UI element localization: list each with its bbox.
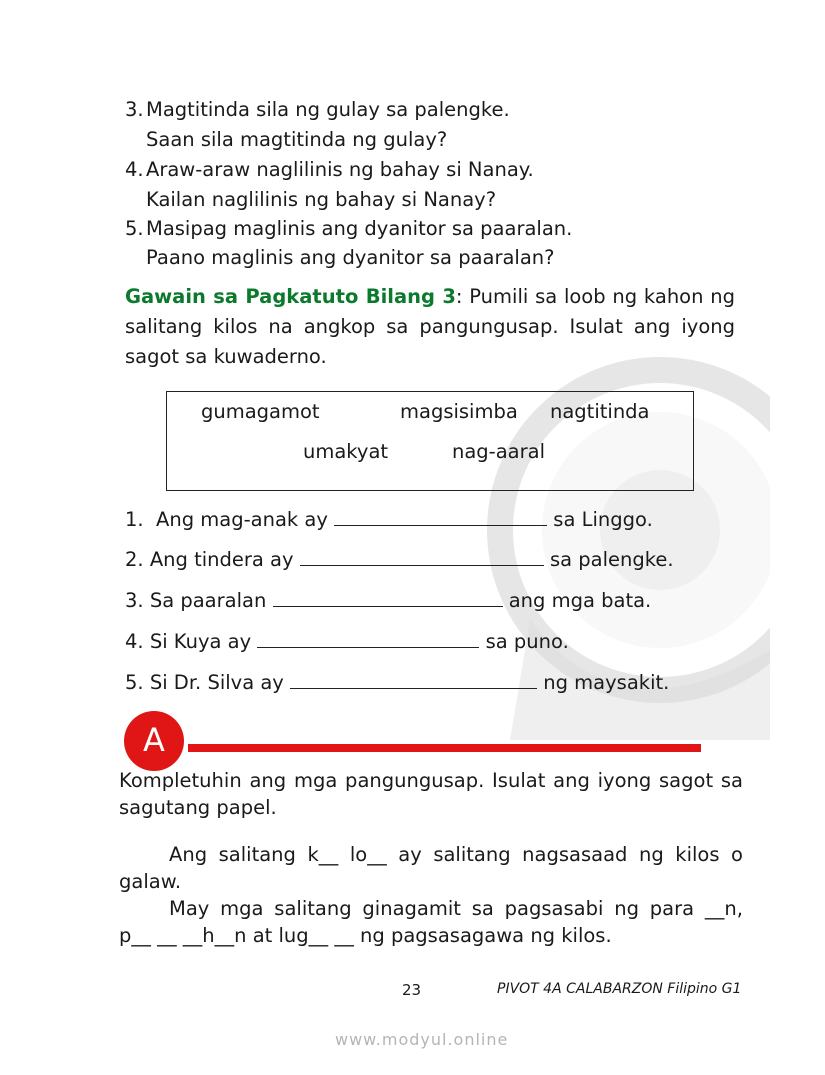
question-4-statement: 4. Araw-araw naglilinis ng bahay si Nanay.	[125, 158, 534, 181]
question-3-statement: 3. Magtitinda sila ng gulay sa palengke.	[125, 98, 510, 121]
gawain-title: Gawain sa Pagkatuto Bilang 3	[125, 285, 456, 308]
answer-blank[interactable]	[273, 588, 503, 607]
question-4-question: Kailan naglilinis ng bahay si Nanay?	[146, 188, 497, 211]
fill-item-1: 1. Ang mag-anak ay sa Linggo.	[125, 508, 653, 531]
answer-blank[interactable]	[334, 507, 547, 526]
fill-item-4: 4. Si Kuya ay sa puno.	[125, 630, 569, 653]
question-3-question: Saan sila magtitinda ng gulay?	[146, 128, 448, 151]
site-watermark: www.modyul.online	[335, 1030, 509, 1049]
fill-item-5: 5. Si Dr. Silva ay ng maysakit.	[125, 671, 670, 694]
word-choice: magsisimba	[400, 400, 518, 423]
word-choice: nag-aaral	[452, 440, 546, 463]
question-5-question: Paano maglinis ang dyanitor sa paaralan?	[146, 246, 555, 269]
answer-blank[interactable]	[290, 670, 537, 689]
section-a-paragraph-2: May mga salitang ginagamit sa pagsasabi ng para __n, p__ __ __h__n at lug__ __ ng pagsasagawa ng kilos.	[119, 897, 743, 947]
gawain-instruction: Gawain sa Pagkatuto Bilang 3: Pumili sa loob ng kahon ng salitang kilos na angkop sa pangungusap. Isulat ang iyong sagot sa kuwaderno.	[125, 285, 735, 368]
answer-blank[interactable]	[300, 547, 544, 566]
word-choice: umakyat	[303, 440, 389, 463]
section-a-badge: A	[124, 711, 184, 771]
word-choice: nagtitinda	[550, 400, 650, 423]
section-a-divider	[188, 744, 701, 752]
section-a-paragraph-1: Ang salitang k__ lo__ ay salitang nagsasaad ng kilos o galaw.	[119, 843, 743, 893]
question-5-statement: 5. Masipag maglinis ang dyanitor sa paaralan.	[125, 217, 573, 240]
word-choice: gumagamot	[201, 400, 320, 423]
page-number: 23	[402, 981, 422, 999]
section-a-instruction: Kompletuhin ang mga pangungusap. Isulat ang iyong sagot sa sagutang papel.	[119, 769, 743, 819]
word-box	[166, 391, 694, 491]
answer-blank[interactable]	[257, 629, 479, 648]
footer-title: PIVOT 4A CALABARZON Filipino G1	[497, 981, 742, 997]
fill-item-2: 2. Ang tindera ay sa palengke.	[125, 548, 674, 571]
fill-item-3: 3. Sa paaralan ang mga bata.	[125, 589, 652, 612]
